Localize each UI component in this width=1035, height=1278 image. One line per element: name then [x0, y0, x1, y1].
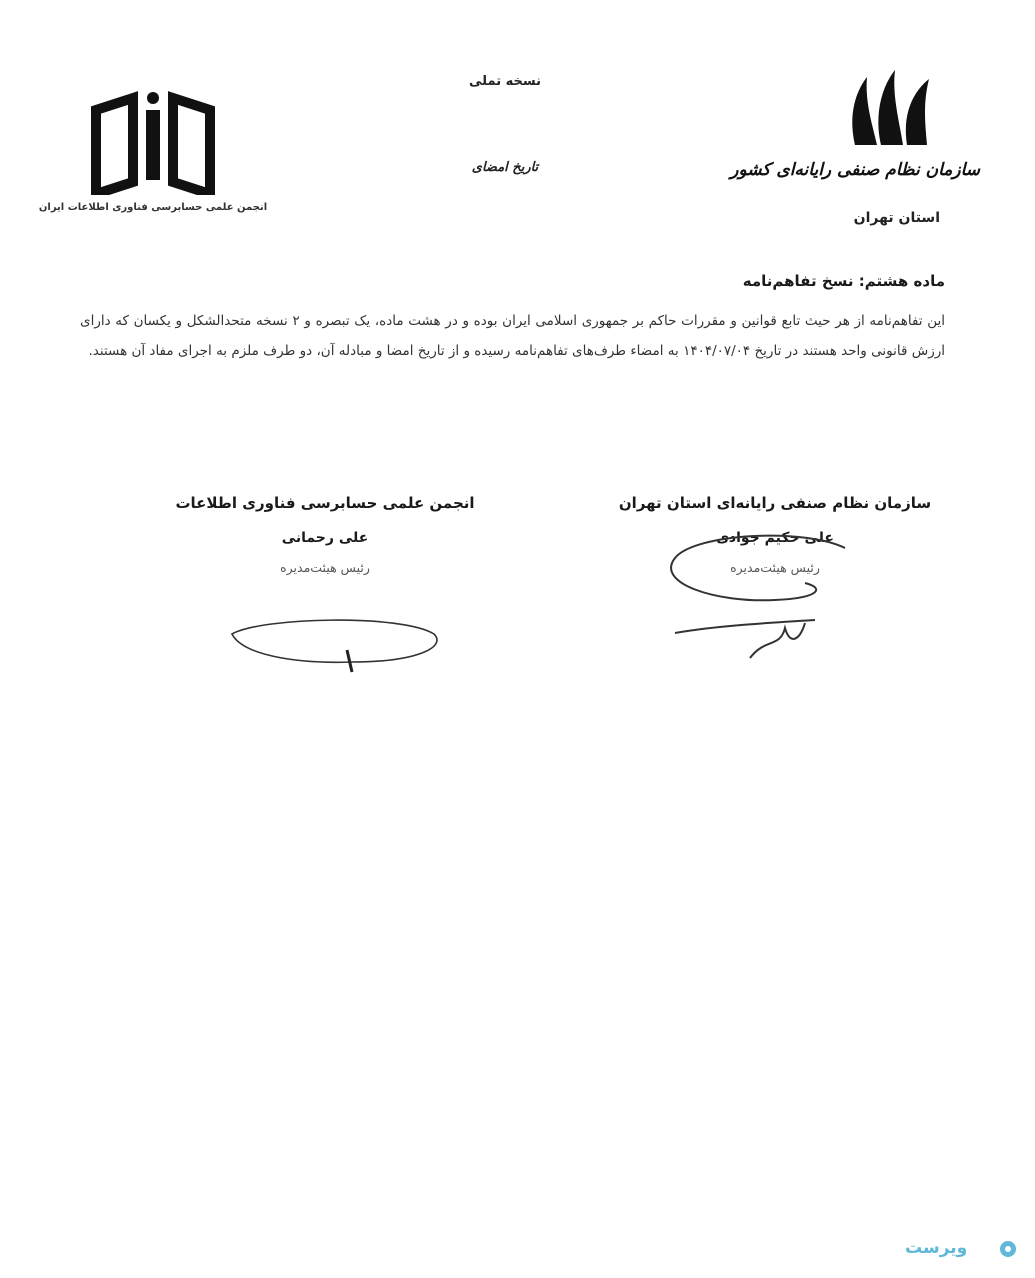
watermark-text: ویرست	[905, 1238, 968, 1258]
watermark-logo-icon	[999, 1240, 1017, 1258]
left-logo-caption: انجمن علمی حسابرسی فناوری اطلاعات ایران	[38, 202, 268, 213]
book-logo-icon	[88, 90, 218, 195]
signatory-title: رئیس هیئت‌مدیره	[280, 560, 370, 575]
article-heading: ماده هشتم: نسخ تفاهم‌نامه	[742, 272, 945, 290]
signatory-organization: سازمان نظام صنفی رایانه‌ای استان تهران	[618, 494, 932, 512]
signature-scribble-left	[222, 612, 447, 677]
signature-block-left	[155, 494, 495, 575]
flame-logo-icon	[845, 65, 940, 150]
signatory-title: رئیس هیئت‌مدیره	[730, 560, 820, 575]
right-organization-logo	[730, 60, 980, 240]
right-logo-name: سازمان نظام صنفی رایانه‌ای کشور	[730, 160, 980, 180]
signature-scribble-right	[655, 528, 855, 668]
right-logo-province: استان تهران	[853, 210, 940, 226]
left-organization-logo	[38, 80, 268, 230]
watermark	[905, 1236, 1017, 1262]
article-body: این تفاهم‌نامه از هر حیث تابع قوانین و مقررات حاکم بر جمهوری اسلامی ایران بوده و در هشت ماده، یک تبصره و ۲ نسخه متحدالشکل و یکسان که دارای ارزش قانونی واحد هستند در تاریخ ۱۴۰۴/۰۷/۰۴ به امضاء طرف‌های تفاهم‌نامه رسیده و از تاریخ امضا و مبادله آن، دو طرف ملزم به اجرای مفاد آن هستند.	[80, 313, 945, 359]
signatory-organization: انجمن علمی حسابرسی فناوری اطلاعات	[175, 494, 475, 512]
signatory-name: علی رحمانی	[281, 530, 369, 546]
signatory-name: علی حکیم جوادی	[716, 530, 834, 546]
copy-label: نسخه تملی	[469, 74, 541, 89]
signing-date-label: تاریخ امضای	[471, 160, 539, 175]
